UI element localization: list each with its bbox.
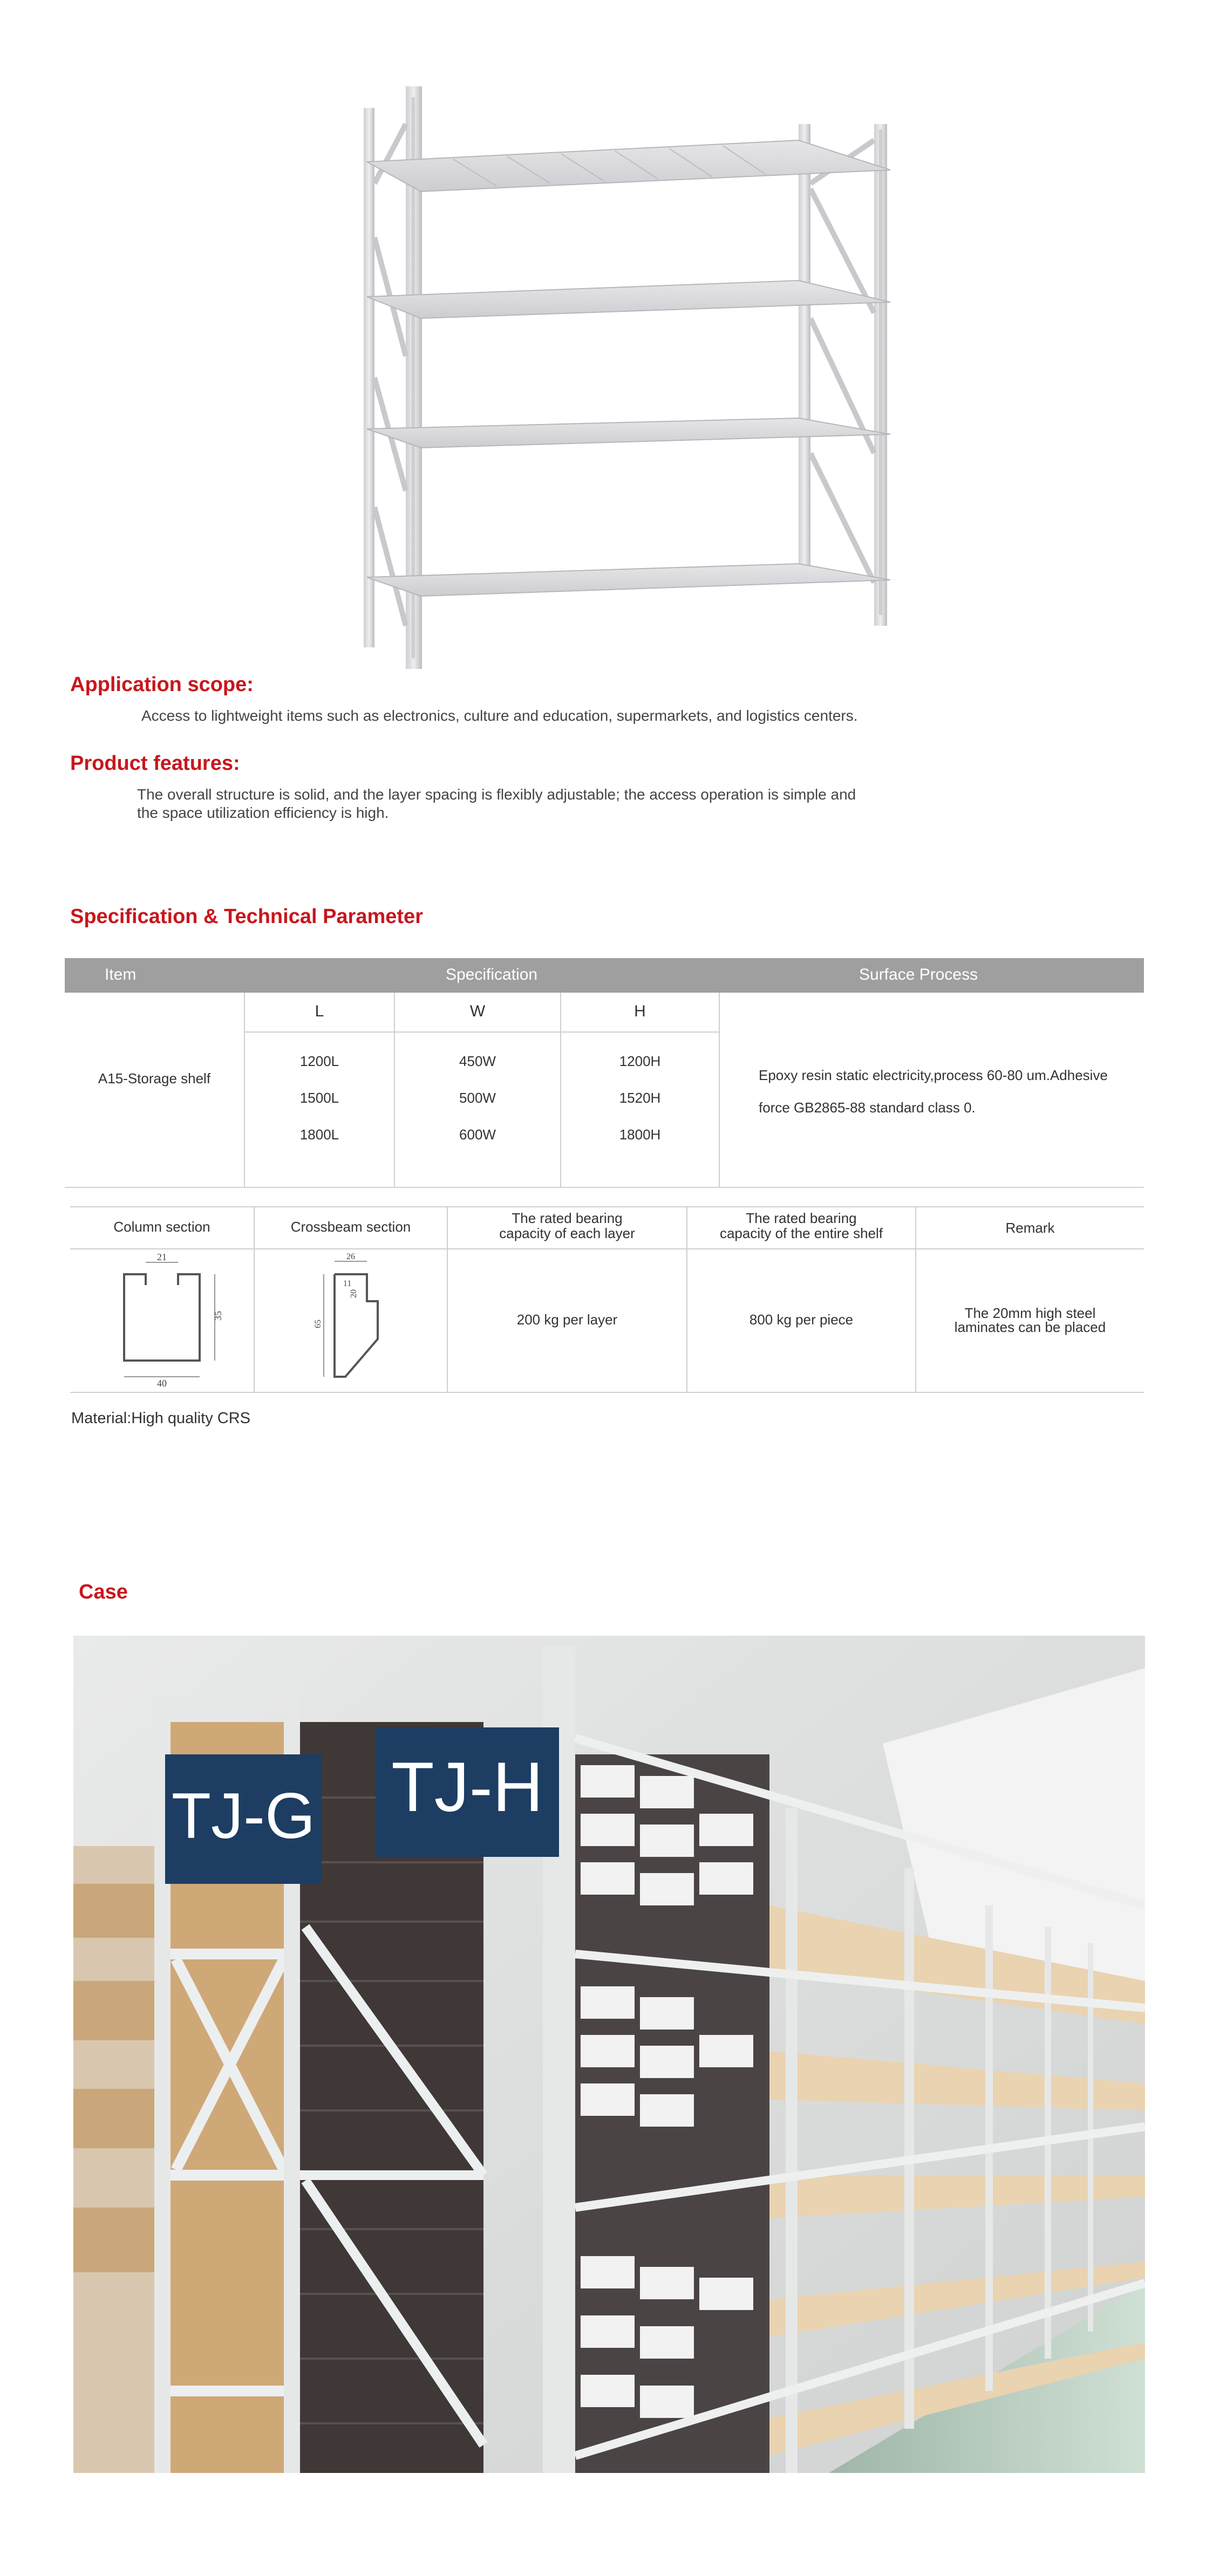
remark-line1: The 20mm high steel — [964, 1305, 1096, 1321]
product-features-line1: The overall structure is solid, and the layer spacing is flexibly adjustable; the access operation is simple and — [137, 786, 856, 803]
beam-dim-depth: 20 — [349, 1289, 358, 1298]
material-text: Material:High quality CRS — [71, 1410, 251, 1427]
application-scope-heading: Application scope: — [70, 673, 254, 696]
subheader-l: L — [315, 1002, 324, 1020]
header-item: Item — [105, 966, 137, 983]
item-name: A15-Storage shelf — [98, 1070, 211, 1087]
w-value: 450W — [459, 1053, 496, 1069]
subheader-w: W — [469, 1002, 486, 1020]
column-section-drawing — [92, 1253, 237, 1388]
case-warehouse-photo — [73, 1636, 1145, 2473]
remark-line2: laminates can be placed — [954, 1319, 1106, 1335]
column-dim-bottom: 40 — [157, 1378, 167, 1388]
beam-dim-top: 26 — [346, 1253, 355, 1261]
beam-dim-height: 65 — [314, 1320, 323, 1328]
header-surface-process: Surface Process — [859, 966, 978, 983]
l-value: 1500L — [299, 1090, 339, 1106]
col-crossbeam-section: Crossbeam section — [290, 1219, 411, 1235]
surface-text-line2: force GB2865-88 standard class 0. — [759, 1099, 976, 1116]
col-column-section: Column section — [113, 1219, 210, 1235]
w-value: 500W — [459, 1090, 496, 1106]
column-dim-top: 21 — [157, 1253, 167, 1262]
l-value: 1800L — [299, 1126, 339, 1143]
surface-text-line1: Epoxy resin static electricity,process 60-80 um.Adhesive — [759, 1067, 1108, 1083]
h-value: 1800H — [619, 1126, 661, 1143]
subheader-h: H — [634, 1002, 646, 1020]
h-value: 1200H — [619, 1053, 661, 1069]
application-scope-text: Access to lightweight items such as electronics, culture and education, supermarkets, and logistics centers. — [141, 707, 858, 724]
crossbeam-section-drawing — [297, 1253, 405, 1388]
case-heading: Case — [79, 1581, 128, 1603]
product-features-heading: Product features: — [70, 752, 240, 775]
col-layer-capacity-line2: capacity of each layer — [499, 1225, 635, 1241]
beam-dim-inner: 11 — [343, 1279, 352, 1288]
l-value: 1200L — [299, 1053, 339, 1069]
storage-shelf-image — [356, 76, 896, 674]
col-layer-capacity-line1: The rated bearing — [512, 1210, 623, 1226]
sign-tj-g: TJ-G — [171, 1780, 316, 1852]
col-shelf-capacity-line2: capacity of the entire shelf — [719, 1225, 883, 1241]
column-dim-side: 35 — [213, 1311, 223, 1321]
w-value: 600W — [459, 1126, 496, 1143]
h-value: 1520H — [619, 1090, 661, 1106]
spec-heading: Specification & Technical Parameter — [70, 905, 423, 928]
spec-table-header — [65, 958, 1144, 993]
sign-tj-h: TJ-H — [391, 1747, 543, 1826]
section-table — [70, 1206, 1144, 1393]
col-remark: Remark — [1005, 1220, 1055, 1236]
product-features-line2: the space utilization efficiency is high. — [137, 804, 389, 821]
col-shelf-capacity-line1: The rated bearing — [746, 1210, 857, 1226]
layer-capacity-value: 200 kg per layer — [516, 1311, 618, 1328]
shelf-capacity-value: 800 kg per piece — [749, 1311, 854, 1328]
header-specification: Specification — [446, 966, 538, 983]
